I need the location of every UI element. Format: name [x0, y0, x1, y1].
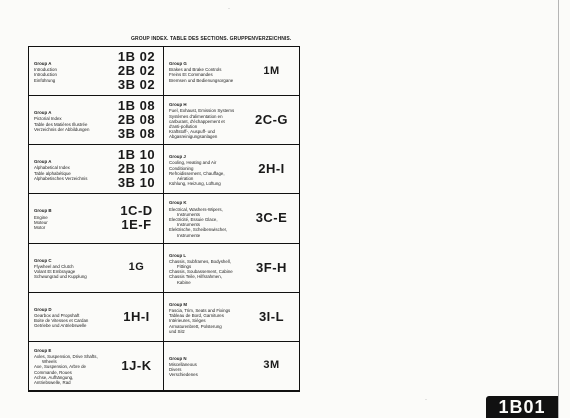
group-description-line: Refroidissement, Chauffage,	[169, 170, 225, 176]
microfiche-corner-label: 1B01	[486, 396, 558, 418]
group-description-line: Armaturenbrett, Polsterung	[169, 323, 222, 329]
group-description-line: und Sitz	[169, 328, 185, 334]
fiche-reference-code: 1J-K	[121, 357, 152, 373]
fiche-reference-code: 2B 02	[117, 63, 156, 79]
fiche-reference-code: 1M	[263, 64, 280, 77]
group-description	[34, 208, 108, 230]
group-description-line: Bremsen und Bedienungsorgane	[169, 77, 234, 83]
fiche-reference-code: 3F-H	[256, 259, 287, 275]
group-name: Group J	[169, 154, 186, 160]
group-description-line: Commande, Roues	[34, 369, 72, 375]
group-description-line: Schwungrad und Kupplung	[34, 274, 87, 280]
group-name: Group H	[169, 102, 187, 108]
fiche-reference-codes	[109, 244, 164, 292]
group-description-line: Chassis, Subframes, Bodyshell,	[169, 258, 231, 264]
group-description-line: Wheels	[42, 359, 57, 365]
group-description	[169, 154, 243, 186]
group-description	[34, 61, 108, 83]
group-description-line: Table des Matières Illustrée	[34, 121, 88, 127]
group-description-line: Instruments	[177, 211, 200, 217]
fiche-reference-code: 1E-F	[121, 217, 152, 233]
fiche-reference-codes	[244, 96, 299, 144]
group-cell	[164, 96, 299, 145]
fiche-reference-code: 1G	[128, 261, 145, 274]
group-description	[34, 159, 108, 181]
group-description-line: Fuel, Exhaust, Emission Systems	[169, 108, 235, 114]
fiche-reference-codes	[109, 194, 164, 242]
group-description-line: Introduction	[34, 72, 57, 78]
group-description-line: Abgasreinigungsanlagen	[169, 134, 218, 140]
fiche-reference-codes	[244, 244, 299, 292]
fiche-reference-codes	[244, 293, 299, 341]
fiche-reference-codes	[244, 145, 299, 193]
group-name: Group L	[169, 252, 187, 258]
group-cell	[29, 145, 164, 194]
group-description-line: carburant, d'échappement et	[169, 118, 225, 124]
group-description	[169, 61, 243, 83]
fiche-reference-code: 3B 08	[117, 126, 156, 142]
group-description-line: Alphabetisches Verzeichnis	[34, 175, 88, 181]
group-description-line: Brakes and Brake Controls	[169, 67, 222, 73]
group-name: Group C	[34, 257, 52, 263]
group-name: Group M	[169, 301, 188, 307]
group-description-line: Axe, Suspension, Arbre de	[34, 364, 86, 370]
group-description-line: Elektrische, Scheibenwischer,	[169, 227, 228, 233]
group-description-line: Tableau de Bord, Garnitures	[169, 313, 224, 319]
fiche-reference-codes	[109, 145, 164, 193]
group-description-line: Kabine	[177, 279, 191, 285]
fiche-reference-code: 2B 10	[117, 161, 156, 177]
group-description-line: Axles, Suspension, Drive Shafts,	[34, 354, 98, 360]
group-description-line: Gearbox and Propshaft	[34, 312, 80, 318]
group-cell	[164, 244, 299, 293]
scan-speck: ·	[228, 6, 230, 12]
group-name: Group B	[34, 208, 52, 214]
group-name: Group A	[34, 110, 52, 116]
group-description-line: Antriebswelle, Rad	[34, 380, 71, 386]
group-cell	[29, 342, 164, 391]
group-description-line: Fascia, Trim, Seats and Fixings	[169, 307, 231, 313]
fiche-reference-codes	[244, 194, 299, 242]
group-description	[34, 307, 108, 329]
fiche-reference-code: 3M	[263, 359, 280, 372]
group-name: Group E	[34, 347, 52, 353]
group-description-line: Volant Et Embrayage	[34, 268, 76, 274]
group-cell	[29, 244, 164, 293]
group-description	[169, 200, 243, 237]
group-description-line: Engine	[34, 214, 48, 220]
group-description-line: Moteur	[34, 219, 48, 225]
group-description-line: Chassis Teile, Hilfsrahmen,	[169, 274, 222, 280]
group-description	[169, 356, 243, 378]
group-description-line: Kühlung, Heizung, Lüftung	[169, 181, 221, 187]
group-description-line: Pictorial Index	[34, 116, 62, 122]
group-cell	[164, 342, 299, 391]
group-cell	[29, 96, 164, 145]
group-description-line: Flywheel and Clutch	[34, 263, 74, 269]
group-description-line: Fittings	[177, 263, 192, 269]
fiche-reference-codes	[244, 47, 299, 95]
group-name: Group G	[169, 61, 187, 66]
fiche-reference-code: 3B 10	[117, 175, 156, 191]
group-description-line: Table alphabétique	[34, 170, 71, 176]
fiche-reference-codes	[109, 47, 164, 95]
page-edge-line	[558, 0, 559, 418]
group-cell	[29, 47, 164, 96]
fiche-reference-codes	[109, 293, 164, 341]
fiche-reference-codes	[109, 96, 164, 144]
group-name: Group K	[169, 200, 187, 206]
group-index-table	[28, 46, 300, 392]
group-description-line: Motor	[34, 225, 46, 231]
group-name: Group D	[34, 306, 52, 312]
fiche-reference-code: 3C-E	[255, 210, 288, 226]
group-description-line: Cooling, Heating and Air	[169, 160, 217, 166]
group-description-line: Instrumente	[177, 232, 201, 238]
fiche-reference-code: 2H-I	[258, 161, 285, 177]
group-description-line: Electricité, Essuie Glace,	[169, 217, 218, 223]
group-cell	[164, 194, 299, 243]
fiche-reference-code: 3I-L	[258, 308, 285, 324]
group-cell	[164, 293, 299, 342]
group-description	[169, 102, 243, 139]
group-description-line: Electrical, Washers-Wipers,	[169, 206, 223, 212]
fiche-reference-code: 1B 02	[117, 49, 156, 65]
scan-speck: ·	[425, 397, 427, 403]
group-cell	[164, 47, 299, 96]
fiche-reference-codes	[244, 342, 299, 390]
group-description-line: Achse, Aufhängung,	[34, 374, 74, 380]
group-description-line: Verzeichnis der Abbildungen	[34, 126, 90, 132]
group-description-line: Einführung	[34, 77, 56, 83]
group-description-line: Divers	[169, 367, 182, 373]
group-description-line: Conditioning	[169, 165, 194, 171]
group-description-line: d'anti-pollution	[169, 123, 198, 129]
group-description-line: Alphabetical Index	[34, 165, 70, 171]
group-description-line: Chassis, Soubassement, Cabine	[169, 269, 233, 275]
group-description-line: Getriebe und Antriebswelle	[34, 323, 87, 329]
group-description-line: Introduction	[34, 67, 57, 73]
group-cell	[29, 293, 164, 342]
group-description	[34, 348, 108, 385]
group-description-line: Kraftstoff-, Auspuff- und	[169, 129, 215, 135]
group-description-line: Verschiedenes	[169, 372, 198, 378]
fiche-reference-codes	[109, 342, 164, 390]
group-description-line: Aération	[177, 176, 194, 182]
group-name: Group A	[34, 159, 52, 165]
group-name: Group A	[34, 61, 52, 66]
fiche-reference-code: 1B 10	[117, 147, 156, 163]
group-cell	[29, 194, 164, 243]
group-cell	[164, 145, 299, 194]
fiche-reference-code: 1C-D	[120, 203, 153, 219]
group-description-line: Systèmes d'alimentation en	[169, 113, 223, 119]
fiche-reference-code: 2C-G	[254, 112, 289, 128]
group-description-line: Miscellaneous	[169, 362, 197, 368]
fiche-reference-code: 2B 08	[117, 112, 156, 128]
group-description-line: Freins Et Commandes	[169, 72, 213, 78]
group-description	[34, 258, 108, 280]
index-heading: GROUP INDEX. TABLE DES SECTIONS. GRUPPENVERZEICHNIS.	[131, 36, 292, 42]
group-description	[169, 302, 243, 334]
fiche-reference-code: 1H-I	[123, 308, 150, 324]
fiche-reference-code: 3B 02	[117, 77, 156, 93]
group-description	[34, 110, 108, 132]
group-description-line: Boite de Vitesses et Cardan	[34, 318, 89, 324]
group-name: Group N	[169, 355, 187, 361]
fiche-reference-code: 1B 08	[117, 98, 156, 114]
group-description-line: Instruments	[177, 222, 200, 228]
group-description	[169, 253, 243, 285]
group-description-line: Intérieures, Sièges	[169, 318, 206, 324]
